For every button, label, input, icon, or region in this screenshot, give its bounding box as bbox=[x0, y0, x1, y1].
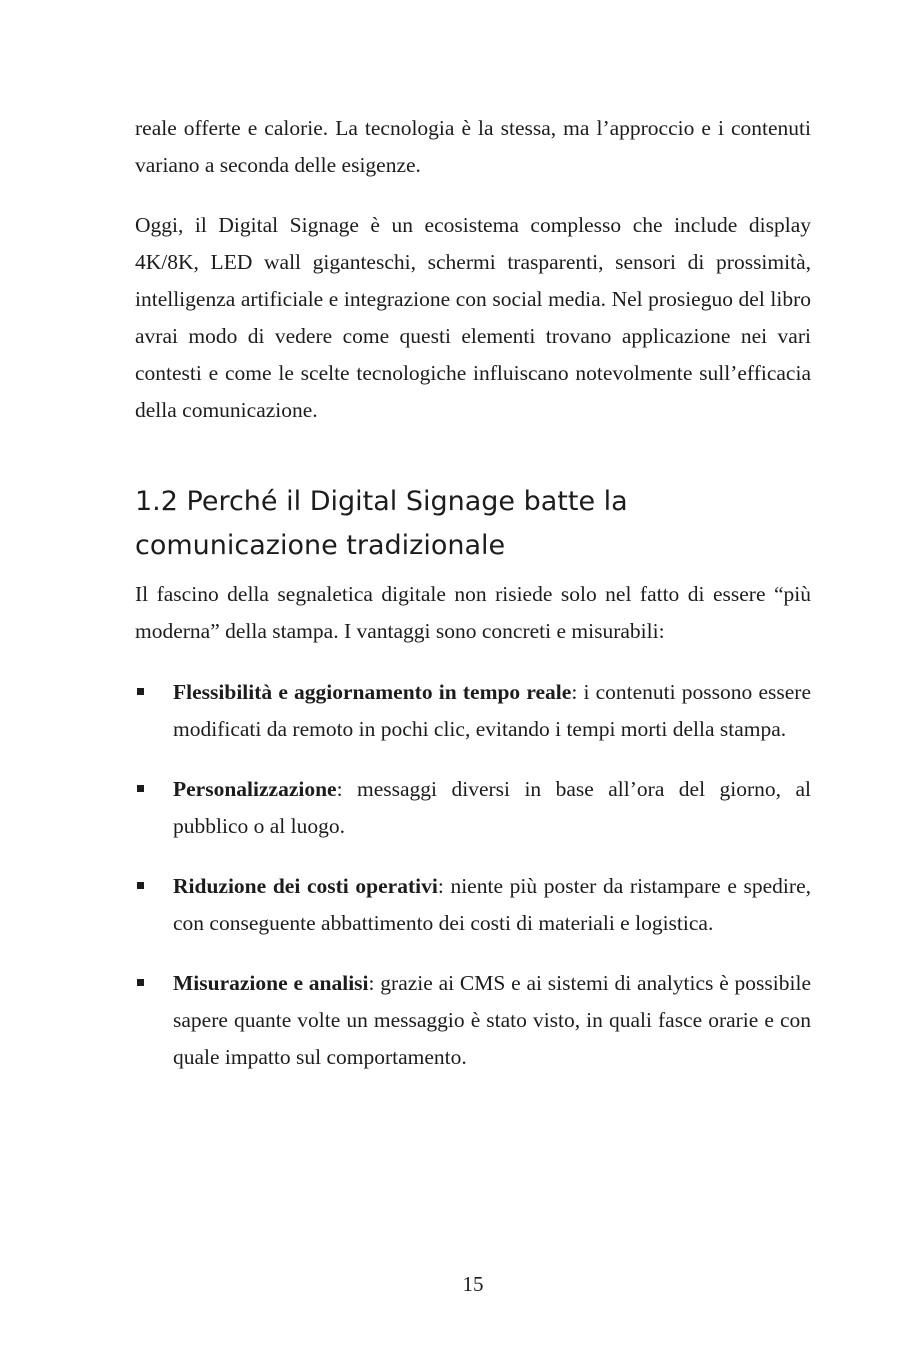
book-page bbox=[135, 0, 811, 1350]
section-heading: 1.2 Perché il Digital Signage batte la comunicazione tradizionale bbox=[135, 486, 628, 561]
paragraph-ecosystem: Oggi, il Digital Signage è un ecosistema complesso che include display 4K/8K, LED wall giganteschi, schermi trasparenti, sensori di prossimità, intelligenza artificiale e integrazione con social media. Nel prosieguo del libro avrai modo di vedere come questi elementi trovano applicazione nei vari contesti e come le scelte tecnologiche influiscano notevolmente sull’efficacia della comunicazione. bbox=[135, 213, 811, 422]
paragraph-continuation: reale offerte e calorie. La tecnologia è la stessa, ma l’approccio e i contenuti variano a seconda delle esigenze. bbox=[135, 116, 811, 177]
list-item bbox=[135, 674, 811, 748]
list-item bbox=[135, 965, 811, 1076]
list-item-text bbox=[173, 674, 811, 748]
square-bullet-icon bbox=[137, 785, 144, 792]
list-item-body: : messaggi diversi in base all’ora del giorno, al pubblico o al luogo. bbox=[173, 777, 811, 838]
list-item-title: Flessibilità e aggiornamento in tempo reale bbox=[173, 680, 572, 704]
list-item-text bbox=[173, 868, 811, 942]
advantages-list bbox=[135, 674, 811, 1099]
list-item-title: Misurazione e analisi bbox=[173, 971, 369, 995]
list-item-text bbox=[173, 965, 811, 1076]
list-item bbox=[135, 868, 811, 942]
list-item-text bbox=[173, 771, 811, 845]
list-item-body: : grazie ai CMS e ai sistemi di analytics è possibile sapere quante volte un messaggio è stato visto, in quali fasce orarie e con quale impatto sul comportamento. bbox=[173, 971, 811, 1069]
list-item-title: Personalizzazione bbox=[173, 777, 337, 801]
list-item-body: : i contenuti possono essere modificati da remoto in pochi clic, evitando i tempi morti della stampa. bbox=[173, 680, 811, 741]
list-item-title: Riduzione dei costi operativi bbox=[173, 874, 438, 898]
list-item bbox=[135, 771, 811, 845]
paragraph-intro: Il fascino della segnaletica digitale non risiede solo nel fatto di essere “più moderna” della stampa. I vantaggi sono concreti e misurabili: bbox=[135, 582, 811, 643]
square-bullet-icon bbox=[137, 979, 144, 986]
page-number: 15 bbox=[462, 1272, 484, 1296]
square-bullet-icon bbox=[137, 688, 144, 695]
list-item-body: : niente più poster da ristampare e spedire, con conseguente abbattimento dei costi di materiali e logistica. bbox=[173, 874, 811, 935]
square-bullet-icon bbox=[137, 882, 144, 889]
